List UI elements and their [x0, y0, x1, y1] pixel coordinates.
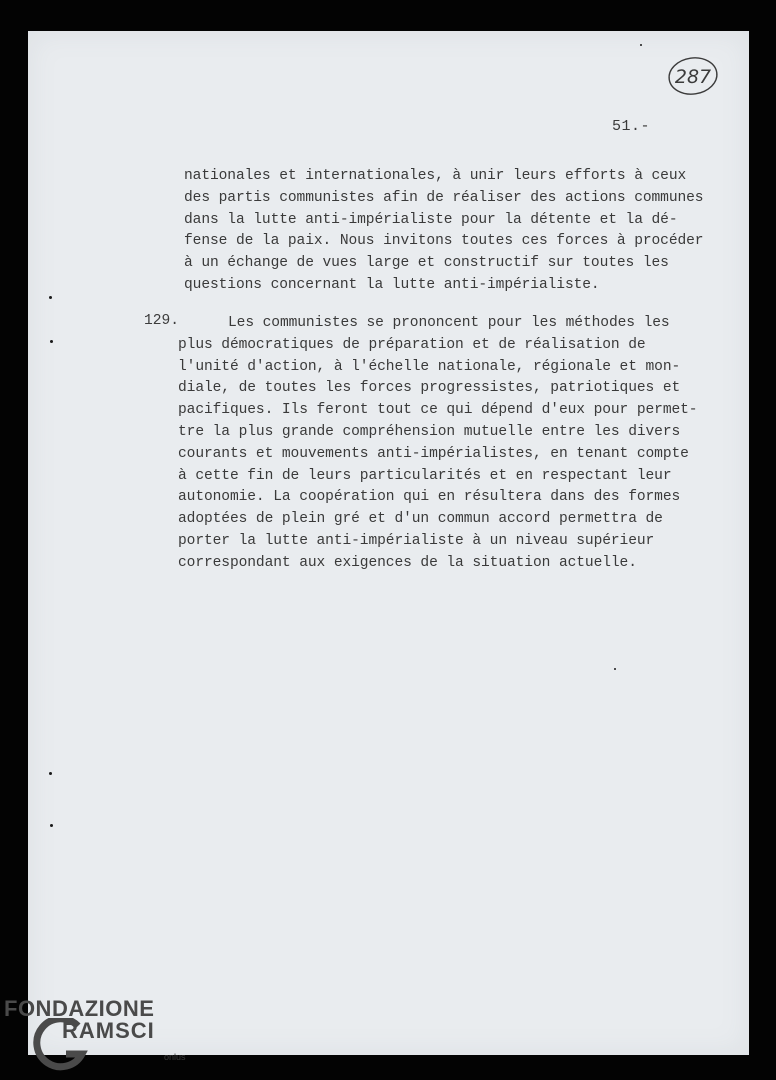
- text-line: diale, de toutes les forces progressistes, patriotiques et: [178, 380, 681, 397]
- punch-mark: [50, 340, 53, 343]
- watermark-line2: RAMSCI: [62, 1018, 155, 1043]
- archive-number-stamp: [666, 54, 720, 98]
- punch-mark: [49, 772, 52, 775]
- text-line: Les communistes se prononcent pour les méthodes les: [228, 315, 670, 331]
- text-line: des partis communistes afin de réaliser des actions communes: [184, 189, 704, 206]
- text-line: pacifiques. Ils feront tout ce qui dépend d'eux pour permet-: [178, 402, 698, 419]
- watermark-line3: onlus: [164, 1052, 186, 1062]
- fondazione-gramsci-watermark: [4, 996, 194, 1076]
- paragraph-number: 129.: [144, 313, 180, 329]
- speck: [640, 44, 642, 46]
- text-line: à un échange de vues large et constructif sur toutes les: [184, 255, 669, 272]
- text-line: dans la lutte anti-impérialiste pour la détente et la dé-: [184, 211, 678, 228]
- paragraph-129: [178, 313, 726, 575]
- text-line: adoptées de plein gré et d'un commun accord permettra de: [178, 511, 663, 528]
- page-number: 51.-: [612, 118, 651, 135]
- continued-paragraph: [184, 166, 724, 297]
- text-line: à cette fin de leurs particularités et en respectant leur: [178, 467, 672, 484]
- punch-mark: [50, 824, 53, 827]
- text-line: autonomie. La coopération qui en résultera dans des formes: [178, 489, 681, 506]
- watermark-line1: FONDAZIONE: [4, 996, 155, 1021]
- text-line: courants et mouvements anti-impérialistes, en tenant compte: [178, 445, 689, 462]
- speck: [614, 668, 616, 670]
- punch-mark: [49, 296, 52, 299]
- text-line: plus démocratiques de préparation et de réalisation de: [178, 336, 646, 353]
- text-line: questions concernant la lutte anti-impérialiste.: [184, 276, 600, 293]
- text-line: fense de la paix. Nous invitons toutes ces forces à procéder: [184, 233, 704, 250]
- text-line: nationales et internationales, à unir leurs efforts à ceux: [184, 168, 687, 184]
- archive-number-text: 287: [674, 66, 712, 88]
- text-line: l'unité d'action, à l'échelle nationale, régionale et mon-: [178, 358, 681, 375]
- text-line: porter la lutte anti-impérialiste à un niveau supérieur: [178, 532, 655, 549]
- text-line: tre la plus grande compréhension mutuelle entre les divers: [178, 423, 681, 440]
- text-line: correspondant aux exigences de la situation actuelle.: [178, 554, 637, 571]
